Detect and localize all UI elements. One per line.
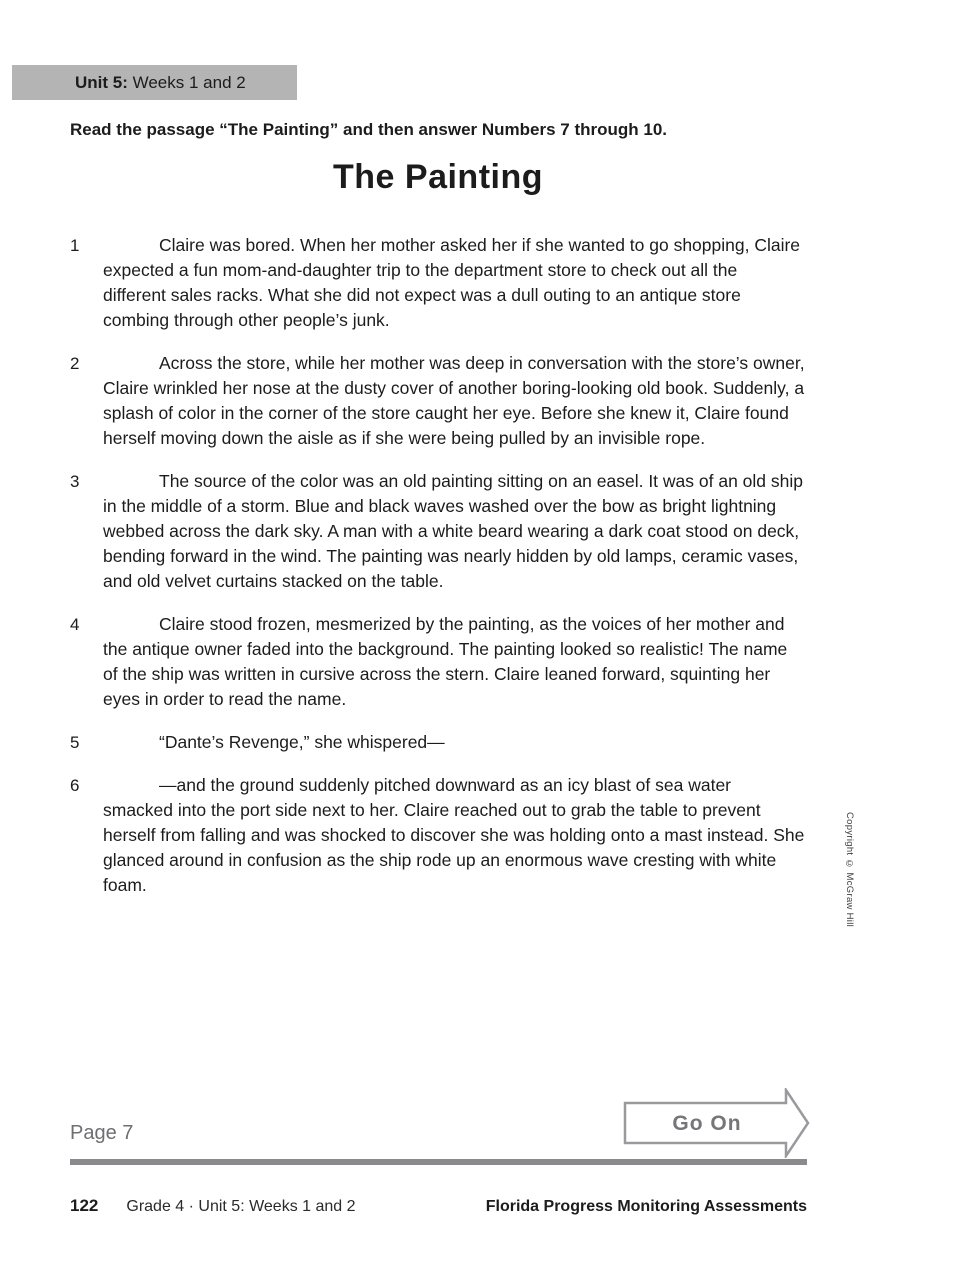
copyright-sidebar: Copyright © McGraw Hill	[844, 812, 855, 928]
go-on-arrow-icon	[623, 1088, 811, 1158]
instruction-text: Read the passage “The Painting” and then answer Numbers 7 through 10.	[70, 120, 668, 139]
paragraph-text: The source of the color was an old painting sitting on an easel. It was of an old ship in the middle of a storm. Blue and black waves washed over the bow as bright lightning webbed across the dark sky. A man with a white beard wearing a dark coat stood on deck, bending forward in the wind. The painting was nearly hidden by old lamps, ceramic vases, and old velvet curtains stacked on the table.	[103, 471, 803, 591]
paragraph-text: Claire was bored. When her mother asked her if she wanted to go shopping, Claire expected a fun mom-and-daughter trip to the department store to check out all the different sales racks. What she did not expect was a dull outing to an antique store combing through other people’s junk.	[103, 235, 801, 330]
paragraph-number: 6	[70, 776, 80, 795]
paragraph-text: “Dante’s Revenge,” she whispered—	[159, 732, 445, 752]
unit-weeks-label: Weeks 1 and 2	[127, 72, 246, 92]
go-on-button[interactable]	[623, 1088, 811, 1158]
paragraph-text: Across the store, while her mother was deep in conversation with the store’s owner, Claire wrinkled her nose at the dusty cover of another boring-looking old book. Suddenly, a splash of color in the corner of the store caught her eye. Before she knew it, Claire found herself moving down the aisle as if she were being pulled by an invisible rope.	[103, 353, 805, 448]
passage-paragraph	[70, 730, 806, 755]
paragraph-text: Claire stood frozen, mesmerized by the painting, as the voices of her mother and the antique owner faded into the background. The painting looked so realistic! The name of the ship was written in cursive across the stern. Claire leaned forward, squinting her eyes in order to read the name.	[103, 614, 788, 709]
footer-divider	[70, 1159, 807, 1165]
paragraph-number: 1	[70, 236, 80, 255]
page-label: Page 7	[70, 1122, 134, 1144]
passage-paragraph	[70, 351, 806, 451]
assessment-name: Florida Progress Monitoring Assessments	[485, 1198, 807, 1215]
unit-banner	[12, 65, 297, 100]
book-page-number: 122	[70, 1196, 99, 1215]
paragraph-text: —and the ground suddenly pitched downward as an icy blast of sea water smacked into the port side next to her. Claire reached out to grab the table to prevent herself from falling and was shocked to discover she was holding onto a mast instead. She glanced around in confusion as the ship rode up an enormous wave cresting with white foam.	[103, 775, 805, 895]
passage-paragraph	[70, 233, 806, 333]
passage-title: The Painting	[333, 158, 543, 196]
unit-label: Unit 5:	[75, 72, 128, 92]
grade-info: Grade 4 · Unit 5: Weeks 1 and 2	[126, 1198, 356, 1215]
passage-paragraph	[70, 612, 806, 712]
paragraph-number: 5	[70, 733, 80, 752]
go-on-label: Go On	[672, 1112, 742, 1135]
passage-paragraph	[70, 469, 806, 594]
passage-body	[70, 233, 806, 916]
paragraph-number: 2	[70, 354, 80, 373]
paragraph-number: 4	[70, 615, 80, 634]
footer-meta	[70, 1196, 807, 1216]
passage-paragraph	[70, 773, 806, 898]
paragraph-number: 3	[70, 472, 80, 491]
